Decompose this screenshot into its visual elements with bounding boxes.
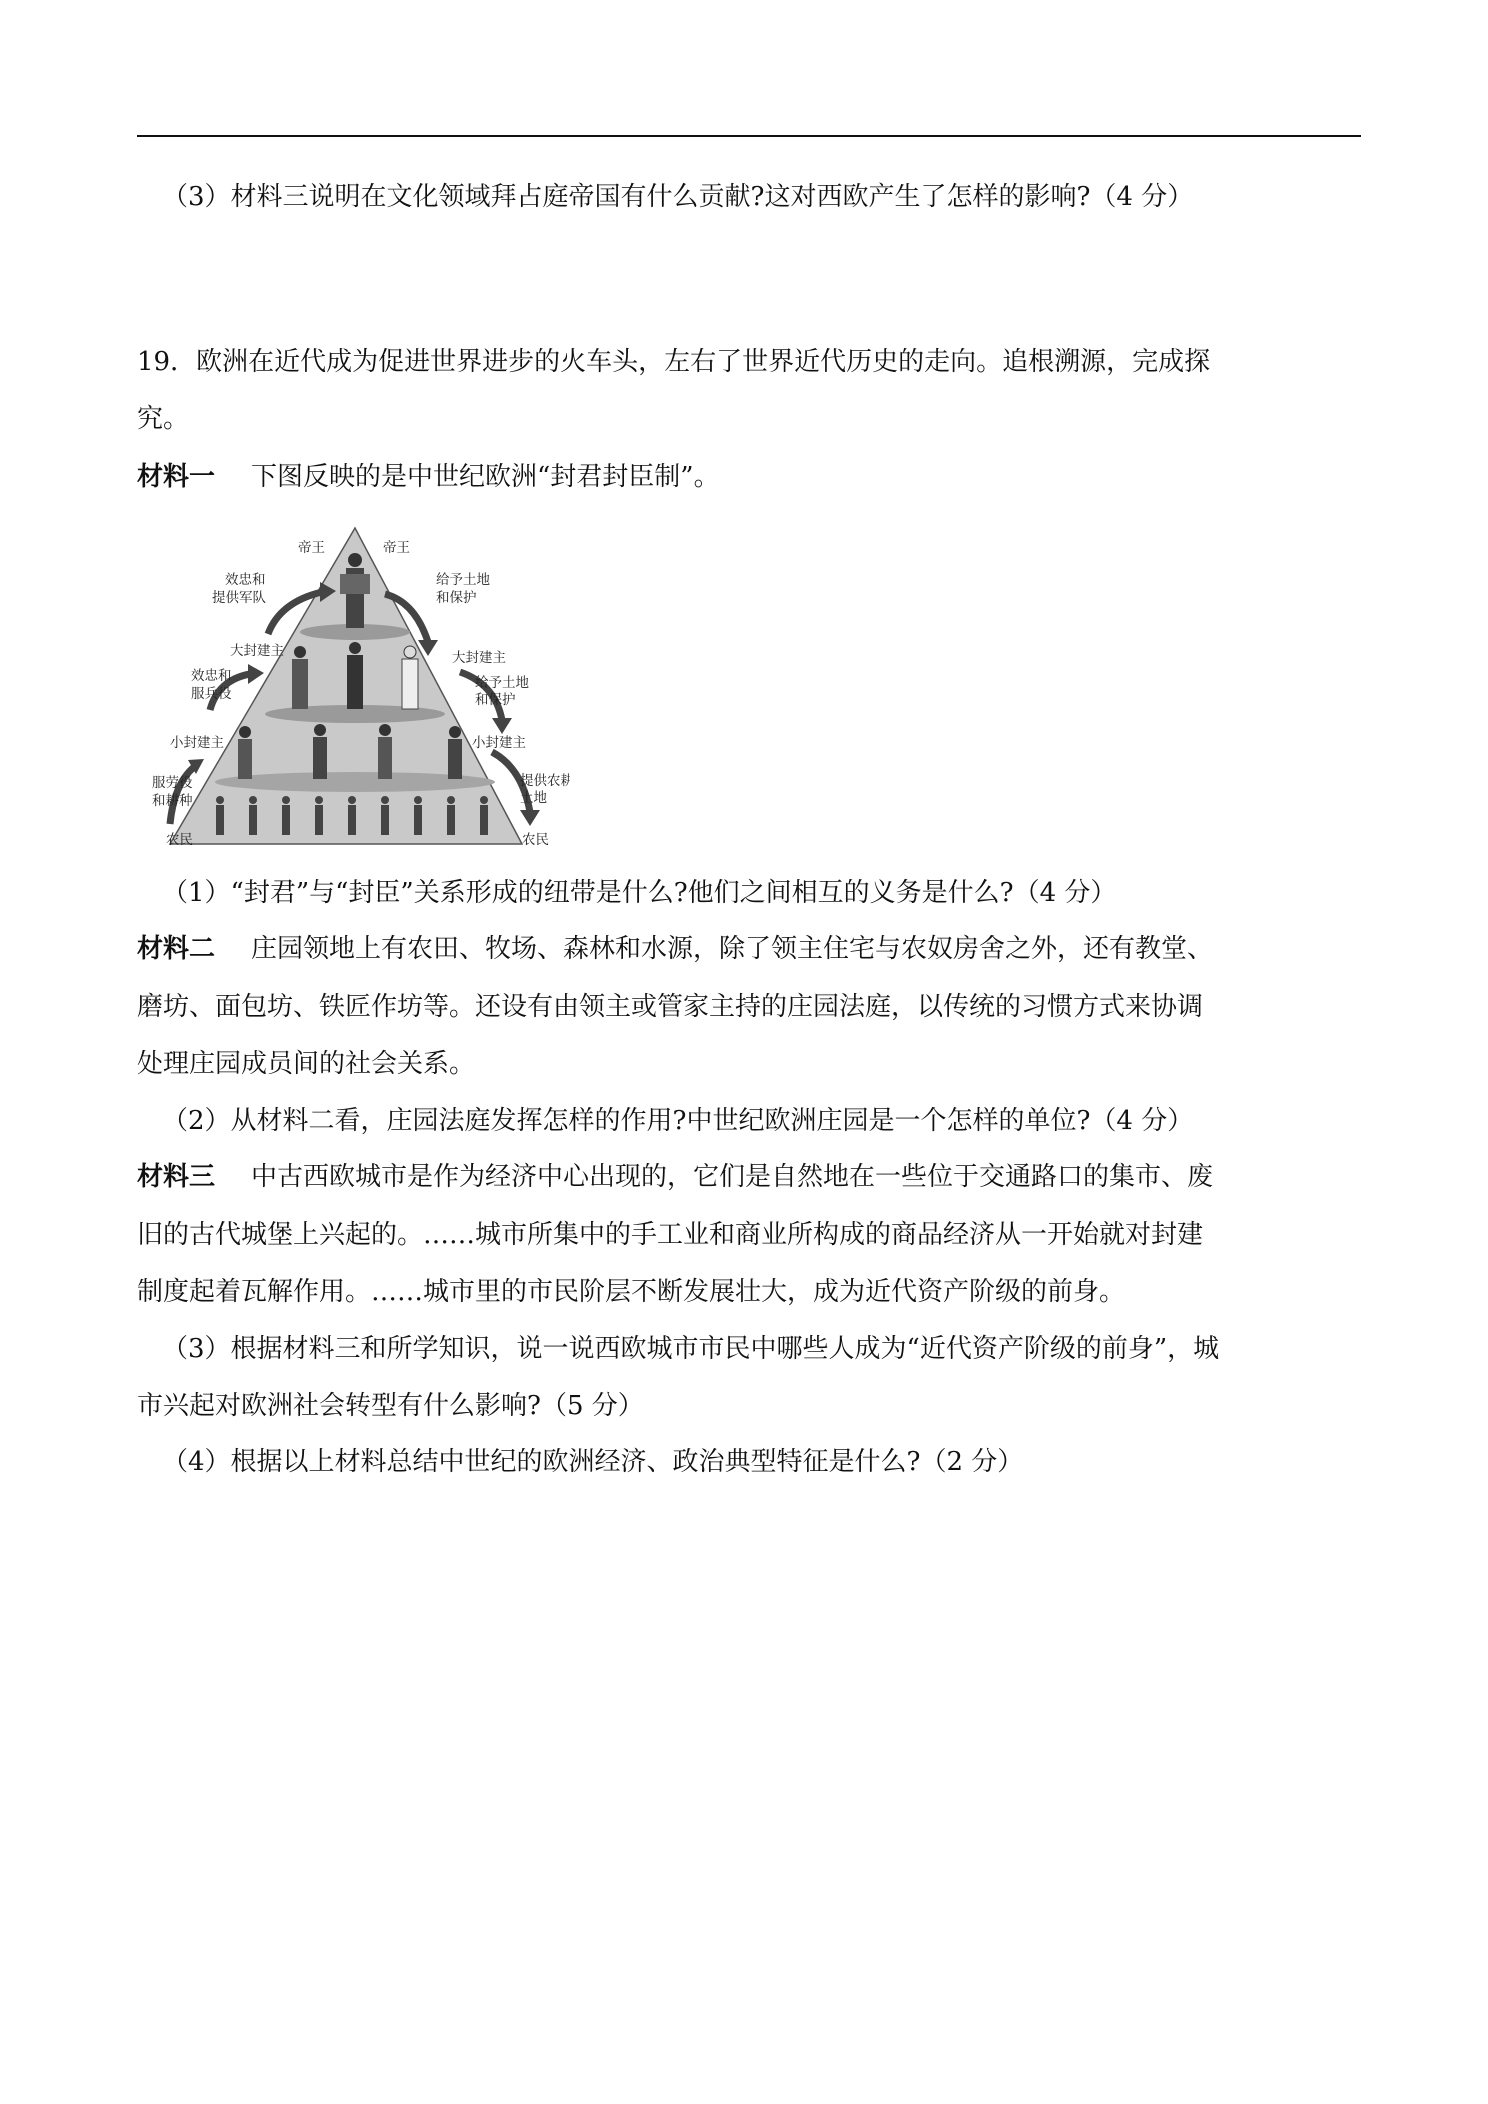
question-19-intro-line1: 19．欧洲在近代成为促进世界进步的火车头，左右了世界近代历史的走向。追根溯源，完成探	[137, 347, 1211, 377]
material-3-line1	[137, 1160, 1213, 1194]
question-19-intro-line2: 究。	[137, 404, 190, 434]
grant-land-2-label-2: 和保护	[475, 692, 516, 708]
emperor-right-label: 帝王	[383, 540, 410, 556]
question-19-2: （2）从材料二看，庄园法庭发挥怎样的作用?中世纪欧洲庄园是一个怎样的单位?（4 分）	[162, 1106, 1194, 1136]
material-2-line1	[137, 932, 1213, 966]
question-19-4: （4）根据以上材料总结中世纪的欧洲经济、政治典型特征是什么?（2 分）	[162, 1447, 1024, 1477]
loyalty-military-label-1: 效忠和	[225, 572, 266, 588]
loyalty-service-label-1: 效忠和	[191, 668, 232, 684]
material-2-text-1: 庄园领地上有农田、牧场、森林和水源，除了领主住宅与农奴房舍之外，还有教堂、	[251, 934, 1214, 964]
loyalty-service-label-2: 服兵役	[191, 686, 232, 702]
small-lord-left-label: 小封建主	[170, 735, 224, 751]
great-lord-left-label: 大封建主	[230, 643, 284, 659]
feudal-pyramid-diagram	[150, 522, 570, 857]
material-1-label: 材料一	[137, 462, 216, 492]
emperor-left-label: 帝王	[298, 540, 325, 556]
peasant-left-label: 农民	[166, 832, 193, 848]
labor-farming-label-1: 服劳役	[152, 775, 193, 791]
grant-land-1-label-1: 给予土地	[436, 572, 490, 588]
grant-land-2-label-1: 给予土地	[475, 675, 529, 691]
great-lord-right-label: 大封建主	[452, 650, 506, 666]
grant-land-1-label-2: 和保护	[436, 590, 477, 606]
labor-farming-label-2: 和耕种	[152, 793, 193, 809]
question-18-3: （3）材料三说明在文化领域拜占庭帝国有什么贡献?这对西欧产生了怎样的影响?（4 分）	[162, 182, 1194, 212]
material-1-text: 下图反映的是中世纪欧洲“封君封臣制”。	[251, 462, 720, 492]
provide-land-label-2: 土地	[520, 790, 547, 806]
material-3-label: 材料三	[137, 1162, 216, 1192]
material-2-line3: 处理庄园成员间的社会关系。	[137, 1049, 476, 1079]
question-19-3-line1: （3）根据材料三和所学知识，说一说西欧城市市民中哪些人成为“近代资产阶级的前身”，城	[162, 1334, 1220, 1364]
material-1	[137, 460, 720, 494]
material-3-line2: 旧的古代城堡上兴起的。……城市所集中的手工业和商业所构成的商品经济从一开始就对封建	[137, 1220, 1204, 1250]
material-3-line3: 制度起着瓦解作用。……城市里的市民阶层不断发展壮大，成为近代资产阶级的前身。	[137, 1277, 1126, 1307]
provide-land-label-1: 提供农耕	[520, 773, 570, 789]
small-lord-right-label: 小封建主	[472, 735, 526, 751]
question-19-3-line2: 市兴起对欧洲社会转型有什么影响?（5 分）	[137, 1391, 644, 1421]
material-2-line2: 磨坊、面包坊、铁匠作坊等。还设有由领主或管家主持的庄园法庭，以传统的习惯方式来协调	[137, 992, 1204, 1022]
feudal-pyramid-figure	[150, 522, 570, 857]
material-2-label: 材料二	[137, 934, 216, 964]
loyalty-military-label-2: 提供军队	[212, 590, 266, 606]
material-3-text-1: 中古西欧城市是作为经济中心出现的，它们是自然地在一些位于交通路口的集市、废	[251, 1162, 1214, 1192]
header-rule	[137, 135, 1361, 137]
peasant-right-label: 农民	[522, 832, 549, 848]
question-19-1: （1）“封君”与“封臣”关系形成的纽带是什么?他们之间相互的义务是什么?（4 分）	[162, 878, 1117, 908]
